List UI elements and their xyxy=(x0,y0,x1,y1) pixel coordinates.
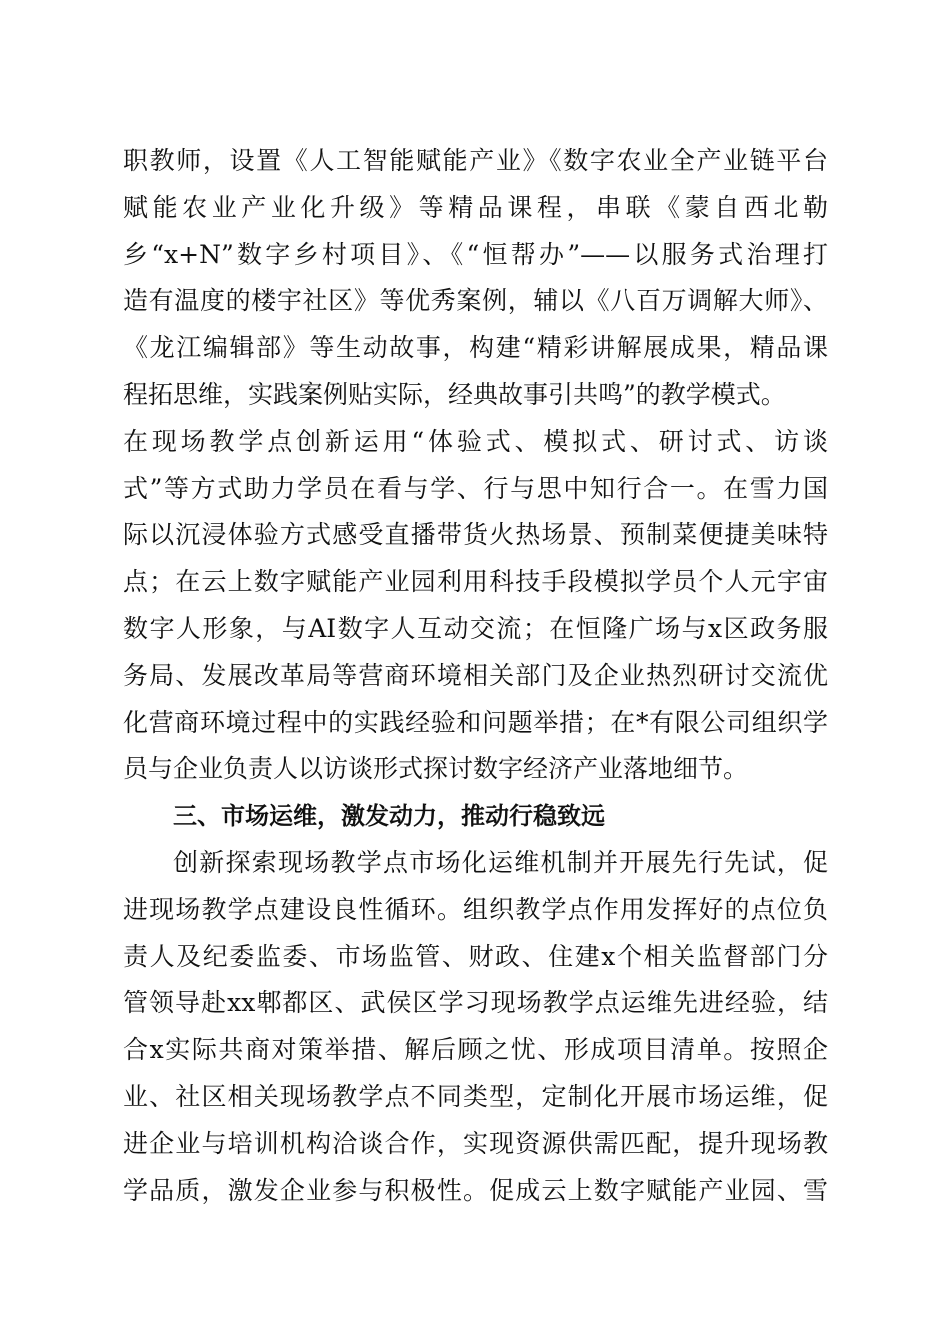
body-line: 合x实际共商对策举措、解后顾之忧、形成项目清单。按照企 xyxy=(123,1035,828,1065)
body-line: 化营商环境过程中的实践经验和问题举措；在*有限公司组织学 xyxy=(123,707,828,737)
body-line: 管领导赴xx郫都区、武侯区学习现场教学点运维先进经验，结 xyxy=(123,988,828,1018)
body-line: 造有温度的楼宇社区》等优秀案例，辅以《八百万调解大师》、 xyxy=(123,286,828,316)
body-line: 式”等方式助力学员在看与学、行与思中知行合一。在雪力国 xyxy=(123,473,828,503)
body-line: 赋能农业产业化升级》等精品课程，串联《蒙自西北勒 xyxy=(123,192,828,222)
body-line: 务局、发展改革局等营商环境相关部门及企业热烈研讨交流优 xyxy=(123,660,828,690)
body-line: 乡“x+N”数字乡村项目》、《“恒帮办”——以服务式治理打 xyxy=(123,239,828,269)
body-line: 《龙江编辑部》等生动故事，构建“精彩讲解展成果，精品课 xyxy=(123,333,828,363)
body-line: 进现场教学点建设良性循环。组织教学点作用发挥好的点位负 xyxy=(123,894,828,924)
body-line: 数字人形象，与AI数字人互动交流；在恒隆广场与x区政务服 xyxy=(123,613,828,643)
body-line: 点；在云上数字赋能产业园利用科技手段模拟学员个人元宇宙 xyxy=(123,567,828,597)
body-line: 职教师，设置《人工智能赋能产业》《数字农业全产业链平台 xyxy=(123,146,828,175)
body-line: 学品质，激发企业参与积极性。促成云上数字赋能产业园、雪 xyxy=(123,1175,828,1205)
document-body xyxy=(123,138,828,1214)
body-line: 进企业与培训机构洽谈合作，实现资源供需匹配，提升现场教 xyxy=(123,1128,828,1158)
body-line: 业、社区相关现场教学点不同类型，定制化开展市场运维，促 xyxy=(123,1081,828,1111)
body-line: 程拓思维，实践案例贴实际，经典故事引共鸣”的教学模式。 xyxy=(123,379,786,409)
body-line: 在现场教学点创新运用“体验式、模拟式、研讨式、访谈 xyxy=(123,426,828,456)
section-heading: 三、市场运维，激发动力，推动行稳致远 xyxy=(173,802,605,831)
body-line: 创新探索现场教学点市场化运维机制并开展先行先试，促 xyxy=(173,847,828,877)
body-line: 员与企业负责人以访谈形式探讨数字经济产业落地细节。 xyxy=(123,754,749,784)
body-line: 际以沉浸体验方式感受直播带货火热场景、预制菜便捷美味特 xyxy=(123,520,828,550)
body-line: 责人及纪委监委、市场监管、财政、住建x个相关监督部门分 xyxy=(123,941,828,971)
